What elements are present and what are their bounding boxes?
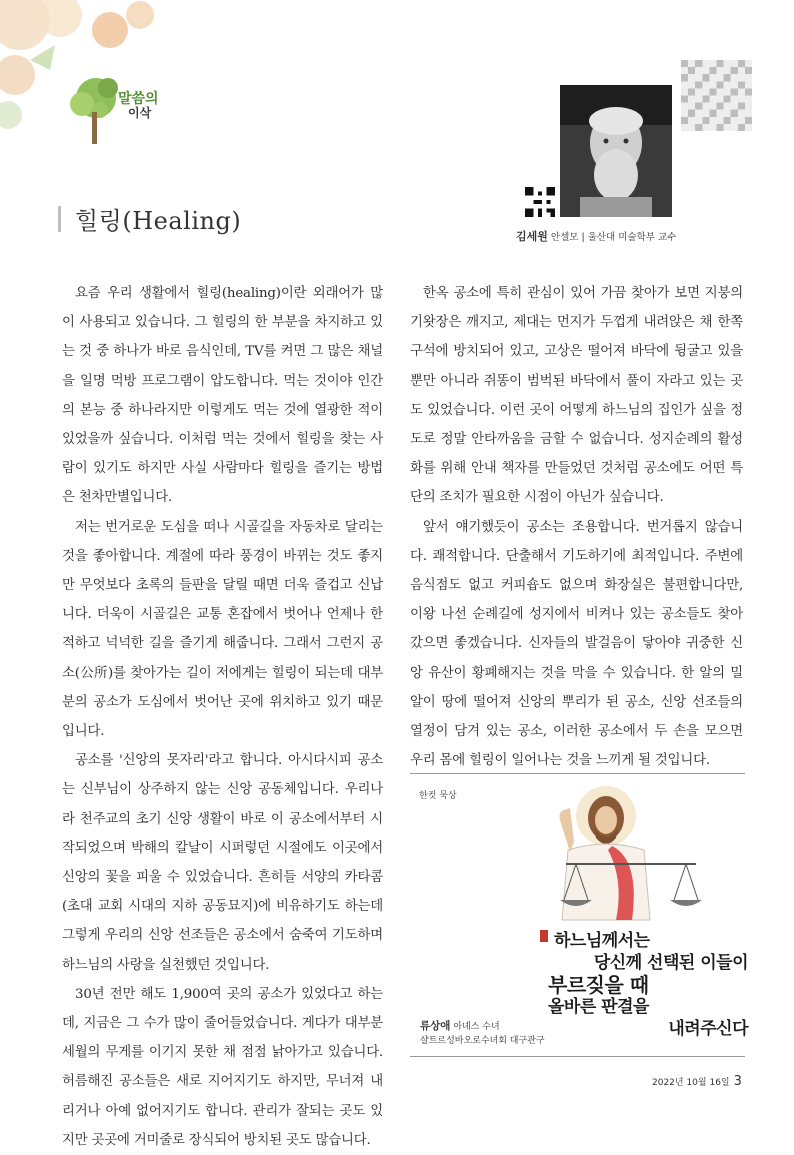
artwork-bottom-rule: [410, 1056, 745, 1057]
section-tag: [118, 92, 159, 119]
artist-name: 류상애: [420, 1020, 451, 1032]
issue-date: 2022년 10월 16일: [652, 1078, 730, 1088]
section-tag-line1: 말씀의: [118, 91, 159, 107]
article-title: 힐링(Healing): [75, 207, 242, 235]
calligraphy-line: 부르짖을 때: [548, 973, 649, 997]
page-number: 3: [733, 1074, 742, 1089]
article-body-right: [410, 279, 743, 775]
calligraphy-line: 당신께 선택된 이들이: [593, 953, 748, 973]
qr-code-icon[interactable]: [525, 187, 555, 217]
artwork-caption: 한컷 묵상: [419, 791, 457, 801]
calligraphy-line: 내려주신다: [668, 1019, 748, 1039]
paragraph: 앞서 얘기했듯이 공소는 조용합니다. 번거롭지 않습니다. 쾌적합니다. 단출해서 기도하기에 최적입니다. 주변에 음식점도 없고 커피숍도 없으며 화장실은 불편합니다만, 이왕 나선 순례길에 성지에서 비켜나 있는 공소들도 찾아갔으면 좋겠습니다. 신자들의 발걸음이 닿아야 귀중한 신앙 유산이 황폐해지는 것을 막을 수 있습니다. 한 알의 밀알이 땅에 떨어져 신앙의 뿌리가 된 공소, 신앙 선조들의 열정이 담겨 있는 공소, 이러한 공소에서 두 손을 모으면 우리 몸에 힐링이 일어나는 것을 느끼게 될 것입니다.: [410, 519, 743, 769]
title-accent-bar: [58, 206, 61, 232]
author-byline: [516, 228, 676, 244]
leaf-tree-illustration: [0, 0, 180, 160]
qr-code-pattern: [681, 60, 752, 131]
section-tag-line2: 이삭: [128, 105, 152, 120]
artist-baptismal-name: 아녜스 수녀: [453, 1022, 500, 1032]
paragraph: 한옥 공소에 특히 관심이 있어 가끔 찾아가 보면 지붕의 기왓장은 깨지고, 제대는 먼지가 두껍게 내려앉은 채 한쪽 구석에 방치되어 있고, 고상은 떨어져 바닥에 뒹굴고 있을 뿐만 아니라 쥐똥이 범벅된 바닥에서 풀이 자라고 있는 곳도 있었습니다. 이런 곳이 어떻게 하느님의 집인가 싶을 정도로 정말 안타까움을 금할 수 없습니다. 성지순례의 활성화를 위해 안내 책자를 만들었던 것처럼 공소에도 어떤 특단의 조치가 필요한 시점이 아닌가 싶습니다.: [410, 286, 743, 506]
paragraph: 30년 전만 해도 1,900여 곳의 공소가 있었다고 하는데, 지금은 그 수가 많이 줄어들었습니다. 게다가 대부분 세월의 무게를 이기지 못한 채 점점 낡아가고 있습니다. 허름해진 공소들은 새로 지어지기도 하지만, 무너져 내리거나 아예 없어지기도 합니다. 관리가 잘되는 곳도 있지만 곳곳에 거미줄로 장식되어 방치된 곳도 많습니다.: [62, 986, 383, 1148]
article-body-left: [62, 279, 383, 1155]
artist-credit: [420, 1019, 545, 1048]
author-photo: [560, 85, 672, 217]
calligraphy-line: 하느님께서는: [554, 931, 650, 951]
author-name: 김세원: [516, 230, 548, 243]
paragraph: 공소를 '신앙의 못자리'라고 합니다. 아시다시피 공소는 신부님이 상주하지 않는 신앙 공동체입니다. 우리나라 천주교의 초기 신앙 생활이 바로 이 공소에서부터 시작되었으며 박해의 칼날이 시퍼렇던 시절에도 이곳에서 신앙의 꽃을 피울 수 있었습니다. 흔히들 서양의 카타콤(초대 교회 시대의 지하 공동묘지)에 비유하기도 하는데 그렇게 우리의 신앙 선조들은 공소에서 숨죽여 기도하며 하느님의 사랑을 실천했던 것입니다.: [62, 753, 383, 973]
calligraphy-line: 올바른 판결을: [548, 997, 649, 1017]
author-info: 안셀모 | 울산대 미술학부 교수: [550, 232, 677, 243]
calligraphy-text: [548, 930, 748, 1040]
artwork-top-rule: [410, 773, 745, 774]
paragraph: 요즘 우리 생활에서 힐링(healing)이란 외래어가 많이 사용되고 있습니다. 그 힐링의 한 부분을 차지하고 있는 것 중 하나가 바로 음식인데, TV를 켜면 그 많은 채널을 일명 먹방 프로그램이 압도합니다. 먹는 것이야 인간의 본능 중 하나라지만 이렇게도 먹는 것에 열광한 적이 있었을까 싶습니다. 이처럼 먹는 것에서 힐링을 찾는 사람이 있기도 하지만 사실 사람마다 힐링을 즐기는 방법은 천차만별입니다.: [62, 286, 383, 506]
artist-organization: 샬트르성바오로수녀회 대구관구: [420, 1036, 545, 1046]
paragraph: 저는 번거로운 도심을 떠나 시골길을 자동차로 달리는 것을 좋아합니다. 계절에 따라 풍경이 바뀌는 것도 좋지만 무엇보다 초록의 들판을 달릴 때면 더욱 즐겁고 신납니다. 더욱이 시골길은 교통 혼잡에서 벗어나 언제나 한적하고 넉넉한 길을 즐기게 해줍니다. 그래서 그런지 공소(公所)를 찾아가는 길이 저에게는 힐링이 되는데 대부분의 공소가 도심에서 벗어난 곳에 위치하고 있기 때문입니다.: [62, 519, 383, 740]
page-footer: [652, 1074, 742, 1089]
